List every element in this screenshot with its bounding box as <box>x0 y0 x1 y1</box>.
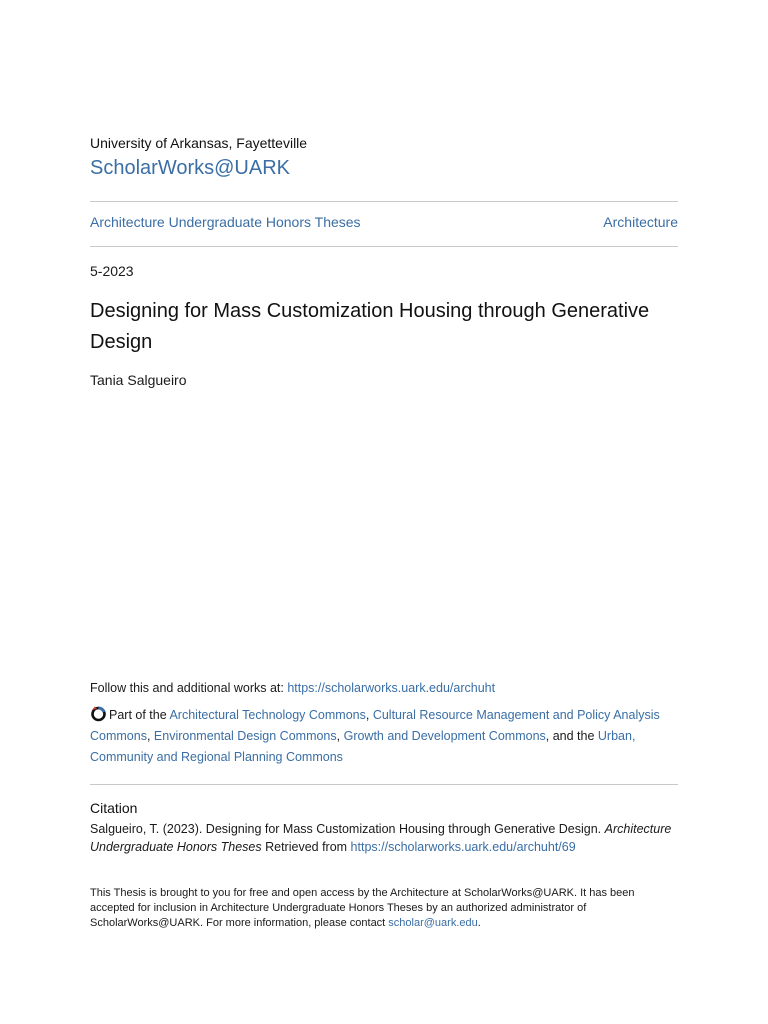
citation-url-link[interactable]: https://scholarworks.uark.edu/archuht/69 <box>350 840 576 854</box>
citation-series: Architecture Undergraduate Honors Theses <box>90 822 672 854</box>
thesis-title: Designing for Mass Customization Housing through Generative Design <box>90 300 650 353</box>
citation-text <box>90 820 678 856</box>
and-the-text: , and the <box>545 729 598 743</box>
contact-email-link[interactable]: scholar@uark.edu <box>388 917 478 929</box>
divider-citation <box>90 784 678 785</box>
follow-line <box>90 681 495 695</box>
part-of-prefix: Part of the <box>109 708 170 722</box>
separator: , <box>336 729 344 743</box>
citation-main: Salgueiro, T. (2023). Designing for Mass Customization Housing through Generative Design. <box>90 822 605 836</box>
cover-page <box>90 0 678 1024</box>
series-row <box>90 214 678 230</box>
notice-end: . <box>477 917 481 929</box>
divider-top <box>90 201 678 202</box>
divider-series <box>90 246 678 247</box>
discipline-link[interactable]: Urban, Community and Regional Planning Commons <box>90 729 636 764</box>
department-link[interactable]: Architecture <box>603 214 678 230</box>
discipline-link[interactable]: Cultural Resource Management and Policy Analysis Commons <box>90 708 660 743</box>
discipline-link[interactable]: Architectural Technology Commons <box>169 708 366 722</box>
follow-url-link[interactable]: https://scholarworks.uark.edu/archuht <box>287 681 496 695</box>
collection-link[interactable]: Architecture Undergraduate Honors Theses <box>90 214 361 230</box>
access-notice <box>90 886 678 931</box>
institution-name: University of Arkansas, Fayetteville <box>90 135 308 151</box>
separator: , <box>365 708 373 722</box>
bepress-logo-icon <box>90 705 107 722</box>
discipline-link[interactable]: Growth and Development Commons <box>343 729 546 743</box>
repository-link[interactable]: ScholarWorks@UARK <box>90 157 290 179</box>
discipline-link[interactable]: Environmental Design Commons <box>153 729 337 743</box>
part-of-disciplines <box>90 705 678 768</box>
notice-text: This Thesis is brought to you for free and open access by the Architecture at ScholarWorks@UARK. It has been accepted for inclusion in Architecture Undergraduate Honors Theses by an authorized administrator of ScholarWorks@UARK. For more information, please contact <box>90 887 635 929</box>
publication-date: 5-2023 <box>90 263 134 279</box>
citation-heading: Citation <box>90 800 138 816</box>
follow-label: Follow this and additional works at: <box>90 681 288 695</box>
author-name: Tania Salgueiro <box>90 372 187 388</box>
separator: , <box>146 729 154 743</box>
citation-retrieved: Retrieved from <box>261 840 351 854</box>
